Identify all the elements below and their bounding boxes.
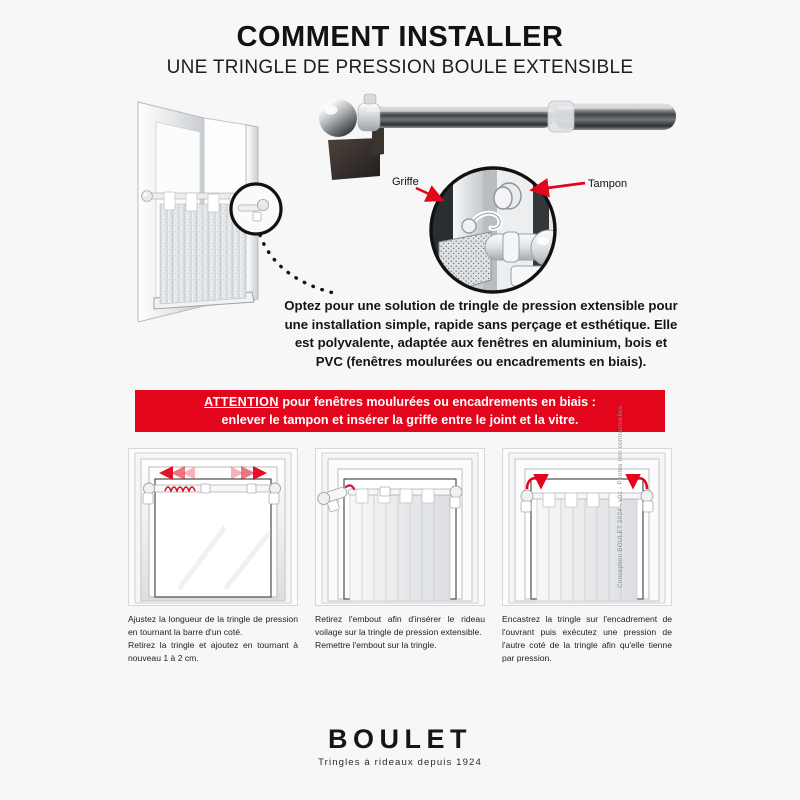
page-title: COMMENT INSTALLER — [236, 21, 564, 53]
brand-tagline: Tringles à rideaux depuis 1924 — [318, 757, 482, 768]
step-2-caption-line-2: Remettre l'embout sur la tringle. — [315, 639, 437, 650]
step-1-caption — [128, 613, 298, 665]
attention-banner — [135, 390, 665, 432]
attention-line-1: pour fenêtres moulurées ou encadrements en biais : — [278, 394, 596, 409]
intro-paragraph: Optez pour une solution de tringle de pression extensible pour une installation simple, rapide sans perçage et esthétique. Elle est polyvalente, adaptée aux fenêtres en aluminium, bois et PVC (fenêtres moulurées ou encadrements en biais). — [284, 298, 678, 370]
step-3-caption-line-1: Encastrez la tringle sur l'encadrement de l'ouvrant puis exécutez une pression de l'autre coté de la tringle afin qu'elle tienne par pression. — [502, 614, 672, 663]
step-2-caption — [315, 613, 485, 652]
step-3 — [502, 448, 672, 665]
page-subtitle: UNE TRINGLE DE PRESSION BOULE EXTENSIBLE — [166, 57, 634, 79]
step-1 — [128, 448, 298, 665]
header — [0, 22, 800, 79]
copyright-credit: Conception BOULET 2024 - v01 - Photos non contractuelles. — [617, 404, 624, 588]
attention-keyword: ATTENTION — [204, 394, 279, 409]
step-1-illustration — [128, 448, 298, 606]
brand-logo — [0, 726, 800, 768]
callout-label-griffe: Griffe — [392, 176, 419, 188]
step-1-caption-line-2: Retirez la tringle et ajoutez en tournant à nouveau 1 à 2 cm. — [128, 639, 298, 663]
steps-section — [128, 448, 673, 683]
step-2-caption-line-1: Retirez l'embout afin d'insérer le rideau voilage sur la tringle de pression extensible. — [315, 614, 485, 637]
callout-label-tampon: Tampon — [588, 178, 628, 190]
step-2 — [315, 448, 485, 652]
attention-line-2: enlever le tampon et insérer la griffe entre le joint et la vitre. — [221, 413, 579, 427]
window-curtain-illustration — [126, 92, 336, 322]
step-3-illustration — [502, 448, 672, 606]
step-2-illustration — [315, 448, 485, 606]
step-1-caption-line-1: Ajustez la longueur de la tringle de pression en tournant la barre d'un coté. — [128, 614, 298, 637]
step-3-caption — [502, 613, 672, 665]
brand-name: BOULET — [328, 724, 472, 754]
